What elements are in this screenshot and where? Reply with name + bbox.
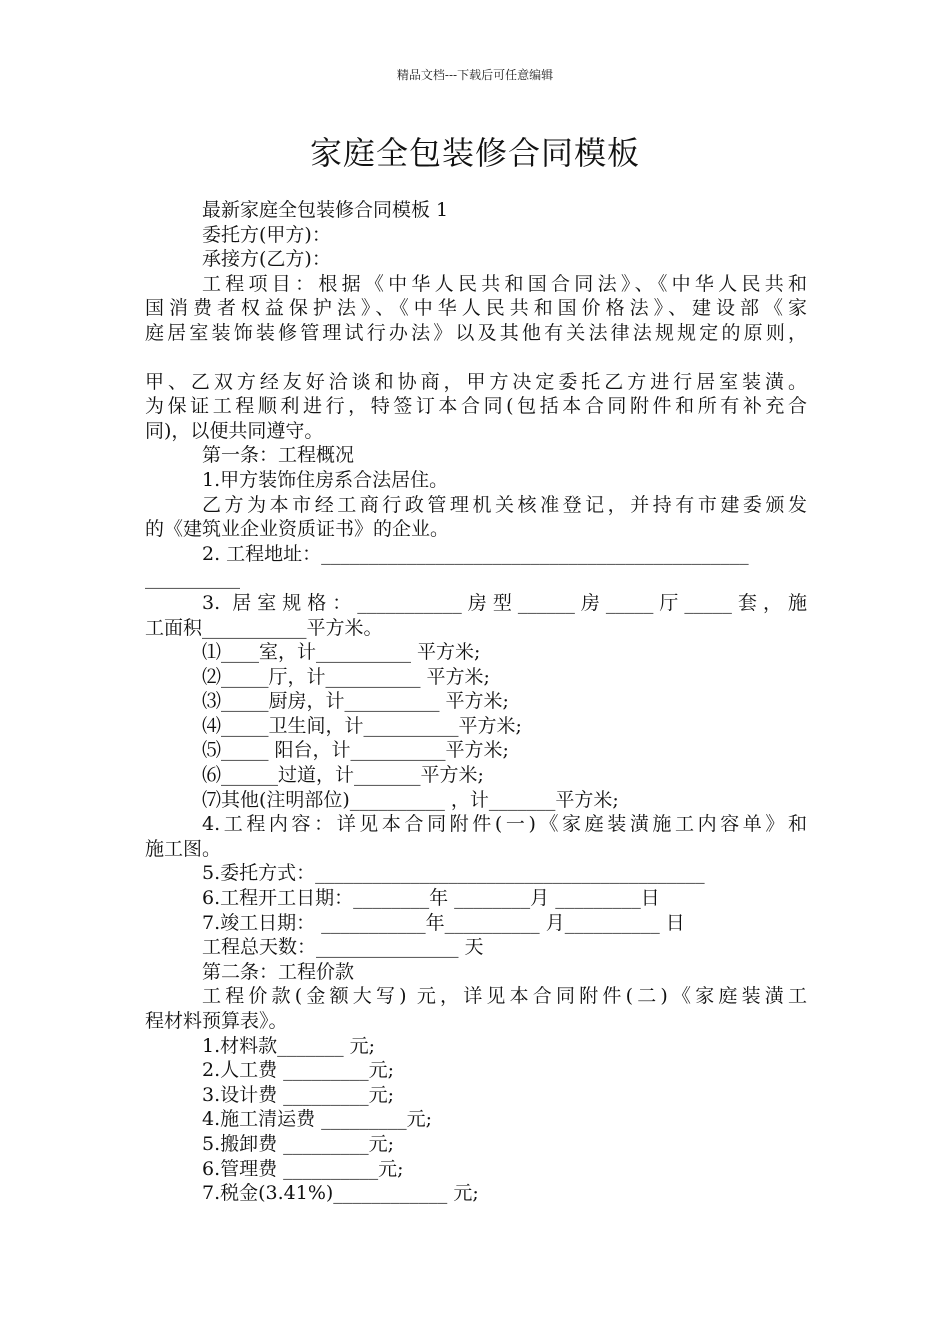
fee-item: 7.税金(3.41%)____________ 元;	[202, 1182, 479, 1205]
price-line: 工程价款(金额大写) 元，详见本合同附件(二)《家庭装潢工	[202, 985, 807, 1008]
room-item: ⑸_____ 阳台，计__________平方米;	[202, 739, 509, 762]
clause-line: 的《建筑业企业资质证书》的企业。	[145, 518, 450, 541]
paragraph-line: 庭居室装饰装修管理试行办法》以及其他有关法律法规规定的原则，	[145, 321, 807, 344]
section-heading: 第一条：工程概况	[202, 444, 355, 467]
clause-line: 4.工程内容：详见本合同附件(一)《家庭装潢施工内容单》和	[202, 813, 807, 836]
document-title: 家庭全包装修合同模板	[309, 134, 640, 172]
fee-item: 5.搬卸费 _________元;	[202, 1132, 395, 1155]
section-heading: 第二条：工程价款	[202, 960, 355, 983]
document-body	[145, 198, 807, 1206]
fee-item: 4.施工清运费 _________元;	[202, 1108, 433, 1131]
clause-line: 1.甲方装饰住房系合法居住。	[202, 468, 449, 491]
room-item: ⑵_____厅，计__________ 平方米;	[202, 665, 490, 688]
total-days-line: 工程总天数：_______________ 天	[202, 936, 484, 959]
room-item: ⑺其他(注明部位)__________ ，计_______平方米;	[202, 788, 619, 811]
address-line-cont: __________	[145, 567, 240, 590]
start-date-line: 6.工程开工日期：________年 ________月 _________日	[202, 887, 660, 910]
fee-item: 3.设计费 _________元;	[202, 1083, 395, 1106]
party-a-line: 委托方(甲方)：	[202, 223, 331, 246]
paragraph-line: 甲、乙双方经友好洽谈和协商，甲方决定委托乙方进行居室装潢。	[145, 370, 807, 393]
clause-line: 5.委托方式：_________________________________________	[202, 862, 705, 885]
subtitle-line: 最新家庭全包装修合同模板 1	[202, 199, 449, 221]
end-date-line: 7.竣工日期： ___________年__________ 月__________ 日	[202, 911, 685, 934]
fee-item: 6.管理费 __________元;	[202, 1157, 404, 1180]
fee-item: 1.材料款_______ 元;	[202, 1034, 376, 1057]
price-line: 程材料预算表》。	[145, 1010, 288, 1032]
fee-item: 2.人工费 _________元;	[202, 1059, 395, 1082]
paragraph-line: 同)，以便共同遵守。	[145, 419, 324, 442]
room-spec-line: 3. 居室规格：___________房型______房_____厅_____套，施	[202, 591, 807, 614]
paragraph-line: 国消费者权益保护法》、《中华人民共和国价格法》、建设部《家	[145, 297, 807, 320]
address-line: 2. 工程地址：_____________________________________________	[202, 542, 749, 565]
clause-line: 乙方为本市经工商行政管理机关核准登记，并持有市建委颁发	[202, 493, 807, 516]
paragraph-line: 为保证工程顺利进行，特签订本合同(包括本合同附件和所有补充合	[145, 395, 807, 418]
clause-line: 施工图。	[145, 837, 222, 860]
blank-gap	[145, 346, 807, 370]
page-header: 精品文档---下载后可任意编辑	[396, 68, 554, 82]
party-b-line: 承接方(乙方)：	[202, 248, 331, 271]
room-item: ⑹______过道，计_______平方米;	[202, 764, 484, 787]
room-item: ⑷_____卫生间，计__________平方米;	[202, 714, 522, 737]
room-spec-line: 工面积___________平方米。	[145, 616, 383, 639]
room-item: ⑶_____厨房，计__________ 平方米;	[202, 690, 509, 713]
paragraph-line: 工程项目：根据《中华人民共和国合同法》、《中华人民共和	[202, 272, 807, 295]
room-item: ⑴____室，计__________ 平方米;	[202, 641, 481, 664]
